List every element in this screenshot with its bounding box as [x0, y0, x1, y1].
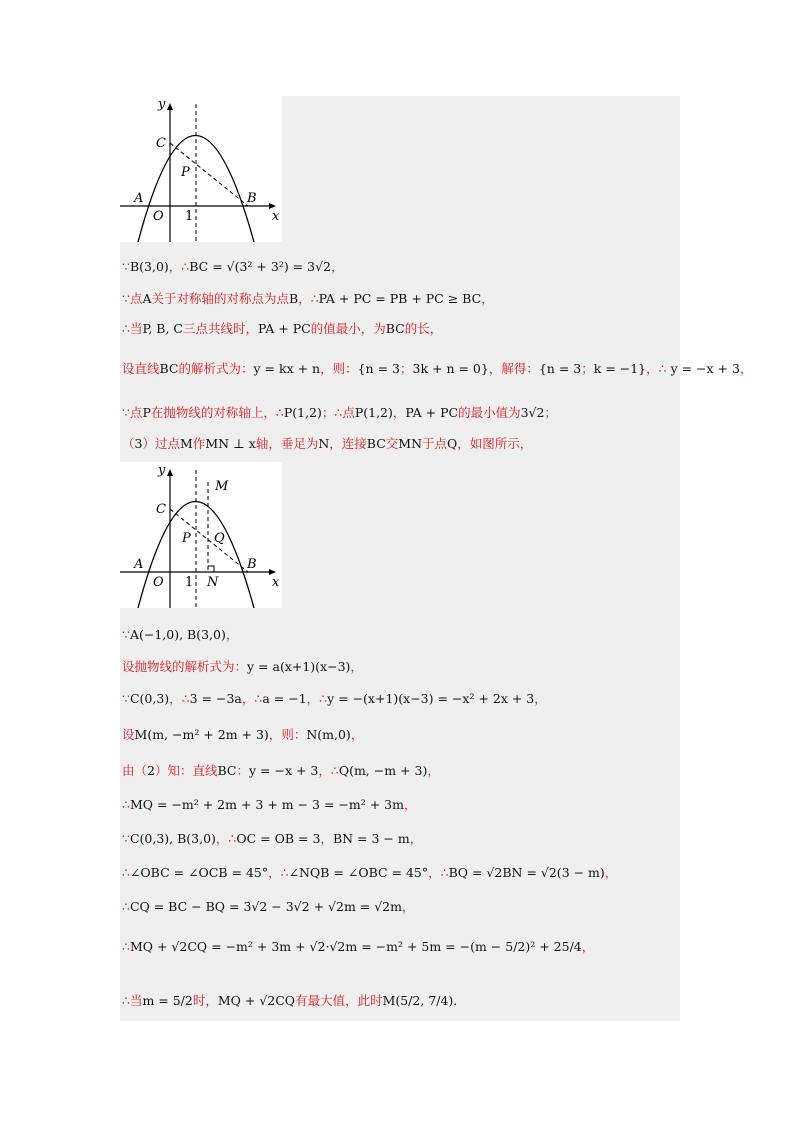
- text-line-6: （3）过点M作MN ⊥ x轴，垂足为N，连接BC交MN于点Q，如图所示，: [122, 436, 533, 451]
- text-line-2: ∵点A关于对称轴的对称点为点B，∴PA + PC = PB + PC ≥ BC，: [122, 291, 494, 306]
- label-o: O: [153, 209, 164, 224]
- label-a: A: [134, 191, 144, 206]
- label-m: M: [215, 479, 229, 494]
- text-line-1: ∵B(3,0)，∴BC = √(3² + 3²) = 3√2，: [122, 259, 344, 274]
- label-y: y: [158, 97, 166, 112]
- label-c: C: [156, 502, 166, 517]
- text-line-9: ∵C(0,3)，∴3 = −3a，∴a = −1，∴y = −(x+1)(x−3) = −x² + 2x + 3，: [122, 691, 547, 706]
- label-o: O: [153, 575, 164, 590]
- label-p: P: [181, 165, 190, 180]
- text-line-4: 设直线BC的解析式为：y = kx + n，则：{n = 3；3k + n = 0}，解得：{n = 3；k = −1}，∴ y = −x + 3，: [122, 361, 753, 376]
- label-one: 1: [185, 209, 194, 224]
- text-line-11: 由（2）知：直线BC：y = −x + 3，∴Q(m, −m + 3)，: [122, 763, 440, 778]
- text-line-16: ∴MQ + √2CQ = −m² + 3m + √2·√2m = −m² + 5m = −(m − 5/2)² + 25/4，: [122, 939, 595, 954]
- parabola-figure-1: [120, 96, 282, 242]
- text-line-17: ∴当m = 5/2时，MQ + √2CQ有最大值，此时M(5/2, 7/4).: [122, 993, 458, 1008]
- text-line-10: 设M(m, −m² + 2m + 3)，则：N(m,0)，: [122, 727, 364, 742]
- label-p: P: [182, 531, 191, 546]
- parabola-figure-2: [120, 462, 282, 608]
- text-line-15: ∴CQ = BC − BQ = 3√2 − 3√2 + √2m = √2m，: [122, 899, 415, 914]
- label-c: C: [156, 136, 166, 151]
- y-axis-arrow: [167, 103, 173, 110]
- text-line-3: ∴当P, B, C三点共线时，PA + PC的值最小，为BC的长，: [122, 321, 443, 336]
- right-angle-mark: [208, 566, 214, 572]
- label-one: 1: [185, 575, 194, 590]
- label-b: B: [247, 557, 257, 572]
- text-line-7: ∵A(−1,0), B(3,0)，: [122, 627, 239, 642]
- label-y: y: [158, 463, 166, 478]
- text-line-12: ∴MQ = −m² + 2m + 3 + m − 3 = −m² + 3m，: [122, 797, 417, 812]
- label-x: x: [272, 575, 280, 590]
- y-axis-arrow: [167, 469, 173, 476]
- label-n: N: [207, 575, 219, 590]
- label-q: Q: [214, 531, 225, 546]
- text-line-8: 设抛物线的解析式为：y = a(x+1)(x−3)，: [122, 659, 363, 674]
- text-line-5: ∵点P在抛物线的对称轴上，∴P(1,2)；∴点P(1,2)，PA + PC的最小值为3√2；: [122, 405, 557, 420]
- label-x: x: [272, 209, 280, 224]
- text-line-14: ∴∠OBC = ∠OCB = 45°，∴∠NQB = ∠OBC = 45°，∴BQ = √2BN = √2(3 − m)，: [122, 865, 618, 880]
- label-a: A: [134, 557, 144, 572]
- label-b: B: [247, 191, 257, 206]
- text-line-13: ∵C(0,3), B(3,0)，∴OC = OB = 3，BN = 3 − m，: [122, 831, 423, 846]
